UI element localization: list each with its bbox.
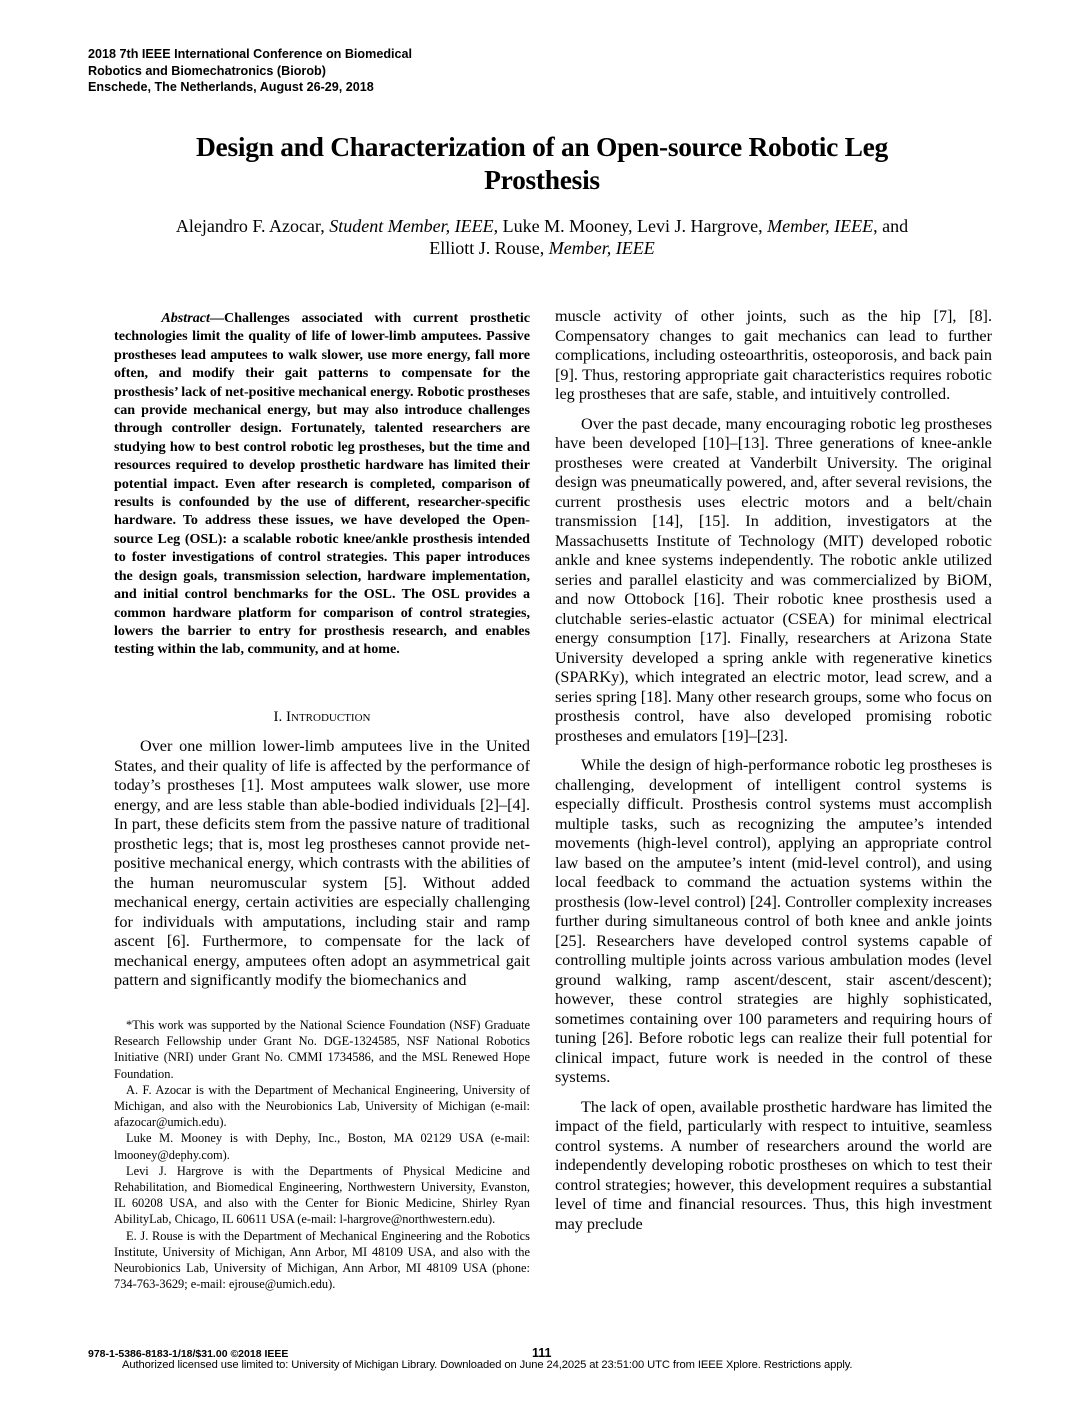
paragraph-continued: muscle activity of other joints, such as the hip [7], [8]. Compensatory changes to gait mechanics can lead to further complications, including osteoarthritis, osteoporosis, and back pain [9]. Thus, restoring appropriate gait characteristics requires robotic leg prostheses that are safe, stable, and intuitively controlled.	[555, 307, 992, 403]
section-heading-introduction: I. Introduction	[273, 709, 371, 725]
footnotes	[114, 1017, 530, 1292]
conference-subtitle: Robotics and Biomechatronics (Biorob)	[88, 63, 326, 78]
isbn-copyright: 978-1-5386-8183-1/18/$31.00 ©2018 IEEE	[88, 1348, 289, 1360]
footnote-mooney: Luke M. Mooney is with Dephy, Inc., Boston, MA 02129 USA (e-mail: lmooney@dephy.com).	[114, 1131, 530, 1162]
right-column-body	[555, 307, 992, 1244]
conference-header	[88, 46, 412, 96]
paragraph-prior-work: Over the past decade, many encouraging robotic leg prostheses have been developed [10]–[13]. Three generations of knee-ankle prostheses were created at Vanderbilt University. The original design was pneumatically powered, and, after several revisions, the current prosthesis uses electric motors and a belt/chain transmission [14], [15]. In addition, investigators at the Massachusetts Institute of Technology (MIT) developed robotic ankle and knee systems independently. The robotic ankle utilized series and parallel elasticity and was commercialized by BiOM, and now Ottobock [16]. Their robotic knee prosthesis used a clutchable series-elastic actuator (CSEA) for minimal electrical energy consumption [17]. Finally, researchers at Arizona State University developed a spring ankle with regenerative kinetics (SPARKy), which integrated an electric motor, lead screw, and a series spring [18]. Many other research groups, some who focus on prosthesis control, have also developed promising robotic prostheses and emulators [19]–[23].	[555, 414, 992, 745]
paragraph-control-challenges: While the design of high-performance robotic leg prostheses is challenging, development of intelligent control systems is especially difficult. Prosthesis control systems must accomplish multiple tasks, such as recognizing the amputee’s intended movements (high-level control), applying an appropriate control law based on the amputee’s intent (mid-level control), and using local feedback to command the actuation systems within the prosthesis (low-level control) [24]. Controller complexity increases further during simultaneous control of both knee and ankle joints [25]. Researchers have developed control systems capable of controlling multiple joints across various ambulation modes (level ground walking, ramp ascent/descent, stair ascent/descent); however, these control strategies are highly sophisticated, sometimes containing over 100 parameters and requiring hours of tuning [26]. Before robotic legs can realize their full potential for clinical impact, future work is needed in the control of these systems.	[555, 756, 992, 1086]
footnote-azocar: A. F. Azocar is with the Department of Mechanical Engineering, University of Michigan, and also with the Neurobionics Lab, University of Michigan (e-mail: afazocar@umich.edu).	[114, 1082, 530, 1130]
footnote-funding: *This work was supported by the National Science Foundation (NSF) Graduate Research Fellowship under Grant No. DGE-1324585, NSF National Robotics Initiative (NRI) under Grant No. CMMI 1734586, and the MSL Renewed Hope Foundation.	[114, 1018, 530, 1081]
paper-title: Design and Characterization of an Open-source Robotic Leg Prosthesis	[195, 131, 888, 195]
abstract	[114, 309, 530, 659]
intro-paragraph: Over one million lower-limb amputees live in the United States, and their quality of life is affected by the performance of today’s prostheses [1]. Most amputees walk slower, use more energy, and are less stable than able-bodied individuals [2]–[4]. In part, these deficits stem from the passive nature of traditional prosthetic legs; that is, most leg prostheses cannot provide net-positive mechanical energy, which contrasts with the abilities of the human neuromuscular system [5]. Without added mechanical energy, certain activities are especially challenging for individuals with amputations, including stair and ramp ascent [6]. Furthermore, to compensate for the lack of mechanical energy, amputees often adopt an asymmetrical gait pattern and significantly modify the biomechanics and	[114, 737, 530, 989]
author-list: Alejandro F. Azocar, Student Member, IEEE, Luke M. Mooney, Levi J. Hargrove, Member, IEEE, and Elliott J. Rouse, Member, IEEE	[175, 216, 909, 258]
abstract-label: Abstract	[161, 310, 210, 326]
conference-name: 2018 7th IEEE International Conference on Biomedical	[88, 47, 413, 61]
footnote-rouse: E. J. Rouse is with the Department of Mechanical Engineering and the Robotics Institute, University of Michigan, Ann Arbor, MI 48109 USA, and also with the Neurobionics Lab, University of Michigan, Ann Arbor, MI 48109 USA (phone: 734-763-3629; e-mail: ejrouse@umich.edu).	[114, 1228, 530, 1292]
license-notice: Authorized licensed use limited to: University of Michigan Library. Downloaded on June 24,2025 at 23:51:00 UTC from IEEE Xplore. Restrictions apply.	[122, 1359, 853, 1371]
page-number: 111	[532, 1346, 552, 1360]
abstract-text: —Challenges associated with current prosthetic technologies limit the quality of life of lower-limb amputees. Passive prostheses lead amputees to walk slower, use more energy, fall more often, and modify their gait patterns to compensate for the prosthesis’ lack of net-positive mechanical energy. Robotic prostheses can provide mechanical energy, but may also introduce challenges through controller design. Fortunately, talented researchers are studying how to best control robotic leg prostheses, but the time and resources required to develop prosthetic hardware has limited their potential impact. Even after research is completed, comparison of results is confounded by the use of different, researcher-specific hardware. To address these issues, we have developed the Open-source Leg (OSL): a scalable robotic knee/ankle prosthesis intended to foster investigations of control strategies. This paper introduces the design goals, transmission selection, hardware implementation, and initial control benchmarks for the OSL. The OSL provides a common hardware platform for comparison of control strategies, lowers the barrier to entry for prosthesis research, and enables testing within the lab, community, and at home.	[114, 310, 530, 658]
conference-location-date: Enschede, The Netherlands, August 26-29, 2018	[88, 80, 374, 94]
introduction-body	[114, 737, 530, 991]
paragraph-open-hardware: The lack of open, available prosthetic hardware has limited the impact of the field, particularly with respect to intuitive, seamless control systems. A number of researchers around the world are independently developing robotic prostheses on which to test their control strategies; however, this development requires a substantial level of time and financial resources. Thus, this high investment may preclude	[555, 1097, 992, 1233]
footnote-hargrove: Levi J. Hargrove is with the Departments of Physical Medicine and Rehabilitation, and Biomedical Engineering, Northwestern University, Evanston, IL 60208 USA, and also with the Center for Bionic Medicine, Shirley Ryan AbilityLab, Chicago, IL 60611 USA (e-mail: l-hargrove@northwestern.edu).	[114, 1163, 530, 1227]
